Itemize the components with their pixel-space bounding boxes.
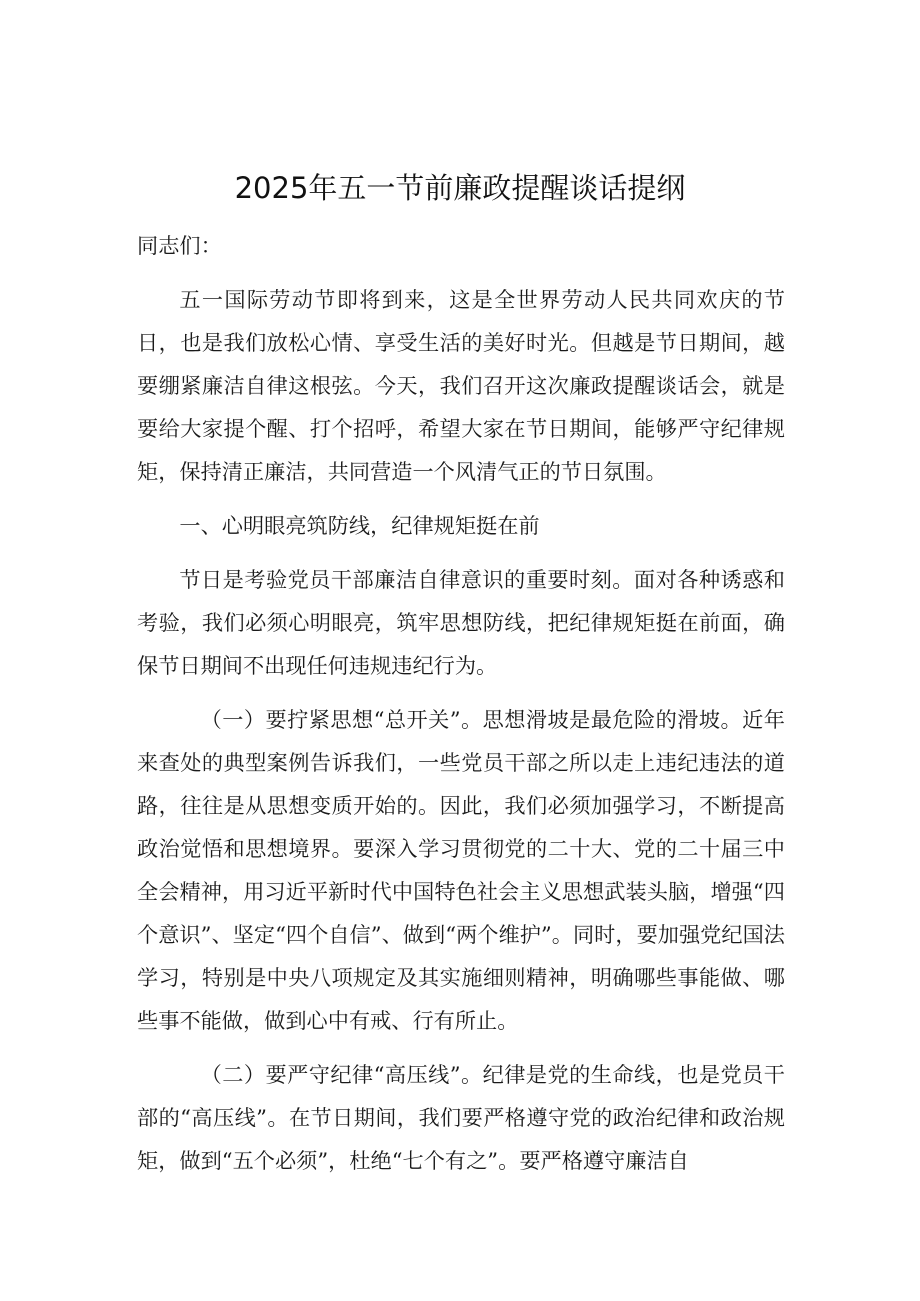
subsection-1-paragraph: （一）要拧紧思想“总开关”。思想滑坡是最危险的滑坡。近年来查处的典型案例告诉我们，一些党员干部之所以走上违纪违法的道路，往往是从思想变质开始的。因此，我们必须加强学习，不断提高政治觉悟和思想境界。要深入学习贯彻党的二十大、党的二十届三中全会精神，用习近平新时代中国特色社会主义思想武装头脑，增强“四个意识”、坚定“四个自信”、做到“两个维护”。同时，要加强党纪国法学习，特别是中央八项规定及其实施细则精神，明确哪些事能做、哪些事不能做，做到心中有戒、行有所止。: [137, 707, 785, 1033]
salutation: 同志们：: [137, 233, 222, 258]
intro-paragraph: 五一国际劳动节即将到来，这是全世界劳动人民共同欢庆的节日，也是我们放松心情、享受生活的美好时光。但越是节日期间，越要绷紧廉洁自律这根弦。今天，我们召开这次廉政提醒谈话会，就是要给大家提个醒、打个招呼，希望大家在节日期间，能够严守纪律规矩，保持清正廉洁，共同营造一个风清气正的节日氛围。: [137, 287, 785, 484]
section-heading-1: 一、心明眼亮筑防线，纪律规矩挺在前: [179, 513, 540, 538]
subsection-2-paragraph: （二）要严守纪律“高压线”。纪律是党的生命线，也是党员干部的“高压线”。在节日期间，我们要严格遵守党的政治纪律和政治规矩，做到“五个必须”，杜绝“七个有之”。要严格遵守廉洁自: [137, 1062, 785, 1173]
document-title: 2025年五一节前廉政提醒谈话提纲: [234, 171, 686, 205]
section-1-paragraph: 节日是考验党员干部廉洁自律意识的重要时刻。面对各种诱惑和考验，我们必须心明眼亮，筑牢思想防线，把纪律规矩挺在前面，确保节日期间不出现任何违规违纪行为。: [137, 567, 785, 678]
document-body: [137, 224, 785, 1193]
